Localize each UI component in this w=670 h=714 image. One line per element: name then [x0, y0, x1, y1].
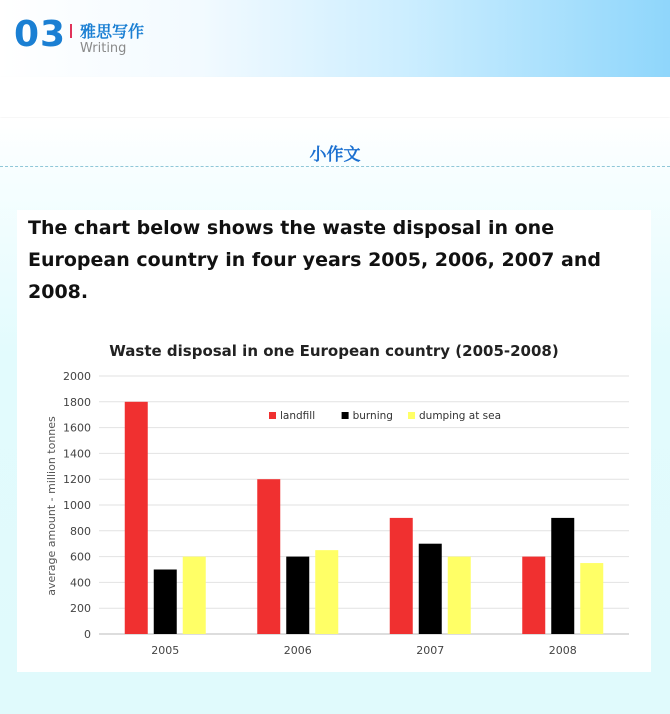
- section-title: 雅思写作: [80, 22, 145, 41]
- bar-burning-2006: [286, 557, 309, 634]
- x-tick-label-2008: 2008: [548, 644, 577, 657]
- bar-burning-2007: [419, 544, 442, 634]
- y-tick-label-0: 0: [84, 628, 91, 641]
- y-tick-label-200: 200: [70, 602, 91, 616]
- legend-label-dumping-at-sea: dumping at sea: [419, 410, 502, 422]
- bar-landfill-2005: [125, 402, 148, 634]
- question-prompt: The chart below shows the waste disposal in one European country in four years 2005, 2006, 2007 and 2008.: [28, 217, 601, 303]
- legend-label-burning: burning: [352, 410, 393, 422]
- x-tick-label-2006: 2006: [283, 644, 312, 657]
- panel-title: 小作文: [309, 145, 361, 165]
- y-tick-label-400: 400: [70, 576, 91, 590]
- y-tick-label-1200: 1200: [63, 473, 91, 487]
- bar-dumping-at-sea-2007: [448, 557, 471, 634]
- section-subtitle: Writing: [80, 41, 127, 56]
- y-tick-label-1000: 1000: [63, 499, 91, 512]
- bar-landfill-2008: [522, 557, 545, 634]
- x-tick-label-2007: 2007: [416, 644, 445, 657]
- y-axis-label: average amount - million tonnes: [45, 416, 58, 596]
- dashed-divider: [0, 166, 670, 167]
- bar-dumping-at-sea-2005: [183, 557, 206, 634]
- bar-dumping-at-sea-2006: [315, 550, 338, 634]
- bar-dumping-at-sea-2008: [580, 563, 603, 634]
- section-divider: [70, 24, 72, 38]
- bar-burning-2005: [154, 570, 177, 635]
- legend-swatch-landfill: [269, 412, 276, 419]
- spacer-strip: [0, 77, 670, 117]
- waste-disposal-chart: [17, 330, 651, 670]
- section-header: [0, 0, 670, 77]
- bar-landfill-2006: [257, 479, 280, 634]
- y-tick-label-800: 800: [70, 524, 91, 538]
- bar-burning-2008: [551, 518, 574, 634]
- legend-label-landfill: landfill: [280, 410, 316, 422]
- section-number: 03: [14, 14, 67, 55]
- y-tick-label-1600: 1600: [63, 421, 91, 435]
- y-tick-label-1800: 1800: [63, 395, 91, 409]
- bar-landfill-2007: [390, 518, 413, 634]
- chart-title: Waste disposal in one European country (2005-2008): [109, 342, 559, 360]
- y-tick-label-1400: 1400: [63, 447, 91, 461]
- y-tick-label-2000: 2000: [63, 370, 91, 383]
- y-tick-label-600: 600: [70, 550, 91, 564]
- legend-swatch-burning: [342, 412, 349, 419]
- x-tick-label-2005: 2005: [151, 644, 180, 657]
- legend-swatch-dumping-at-sea: [408, 412, 415, 419]
